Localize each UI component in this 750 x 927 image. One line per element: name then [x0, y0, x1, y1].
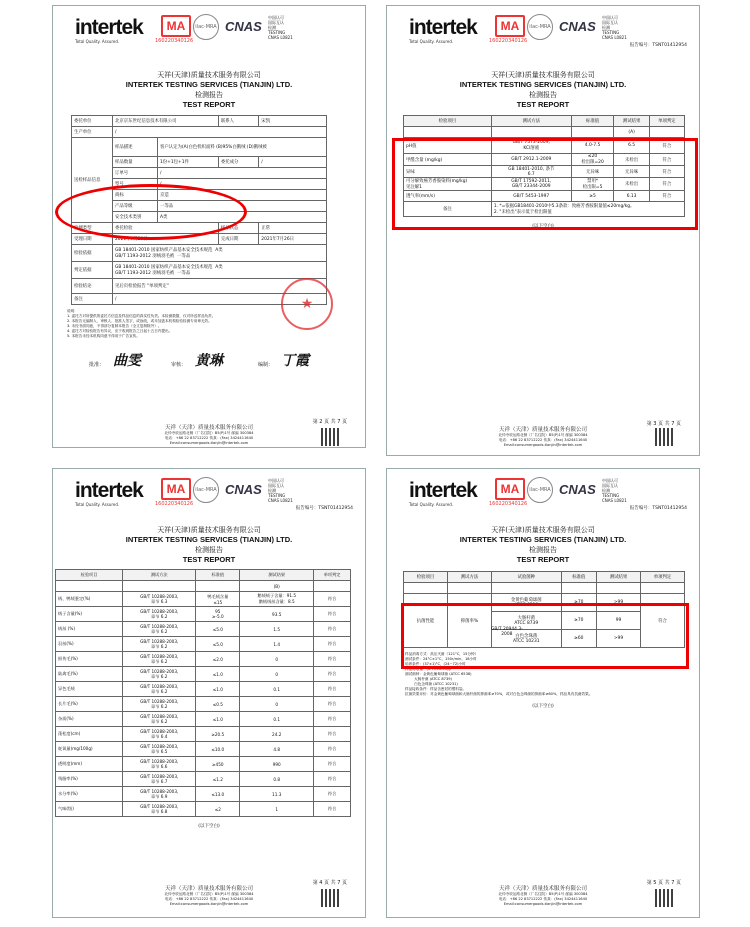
- cnas-logo: CNAS: [559, 482, 596, 497]
- report-page-4: [52, 468, 366, 918]
- ma-number: 160220340126: [489, 501, 528, 507]
- cnas-text: 中国认可 国际互认 检测 TESTING CNAS L0821: [268, 15, 293, 40]
- ilac-seal-icon: ilac-MRA: [193, 477, 219, 503]
- report-title: [53, 70, 365, 110]
- tagline: Total Quality. Assured.: [75, 502, 120, 507]
- notes: 样品消毒方式：高压灭菌（121°C，15分钟） 测试条件：24°C±1°C，150r/min，18小时 培养条件：(37±1)°C，(24~72)小时 样品称取量：(0.75±0.05)g 测试菌种：金黄色葡萄球菌 (ATCC 6538) 大肠杆菌 (ATCC 8739) 白色念珠菌 (ATCC 10231) 样品接收条件：样品含密封的塑料袋。 抗菌效果评价：对金黄色葡萄球菌和大肠杆菌的抑菌率≥70%，或对白色念珠菌的抑菌率≥60%，样品具有抗菌效果。: [405, 652, 593, 696]
- blank-marker: (以下空白): [198, 824, 220, 829]
- report-number: 报告编号：TSNT01412954: [629, 43, 687, 48]
- ma-number: 160220340126: [155, 38, 194, 44]
- cnas-text: 中国认可 国际互认 检测 TESTING CNAS L0821: [602, 478, 627, 503]
- footer: 天祥（天津）质量技术服务有限公司 北仲寺收运路北侧（厂名住院）B5(P)1号 邮编 300384 电话：+86 22 83712222 传真：(Fax) 3424411640 Email:consumergoods.tianjin@intertek.com: [498, 886, 588, 906]
- method-label: GB/T 20944.3- 2008: [491, 627, 523, 637]
- notes: 说明： 1. 委托方对所提供的委托方信息及样品信息的真实性负责。本检测数据，仅对所送样品负责。 2. 本报告无编制人、审核人、批准人签字，或涂改，或未加盖本机构检验检测专用章无效。 3. 未经书面同意，不得部分复制本报告（全文复制除外）。 4. 委托方对检验报告有异议，应于收到报告之日起十五日内提出。 5. 本报告未经本机构同意不得用于广告宣传。: [67, 309, 216, 338]
- title-cn-report: 检测报告: [195, 91, 223, 99]
- cnas-logo: CNAS: [225, 482, 262, 497]
- page-number: 第 3 页 共 7 页: [646, 421, 681, 427]
- report-title: 天祥(天津)质量技术服务有限公司 INTERTEK TESTING SERVICES (TIANJIN) LTD. 检测报告 TEST REPORT: [459, 526, 627, 564]
- qr-code-icon: [321, 889, 339, 907]
- report-number: 报告编号：TSNT01412954: [629, 506, 687, 511]
- results-table-a: 检验项目 测试方法 标准值 测试结果 单项判定 (A) pH值 GB/T 7573-2009, KCl溶液 4.0-7.5 6.5 符合 甲醛含量 (mg/kg) GB/T 2912.1-2009 ≤20 检出限=20 未检出 符合 异味 GB 18401-2010, 条节 6.7 无异味 无异味 符合 可分解致癌芳香胺染料(mg/kg) 见注解1 GB/T 17592-2011, GB/T 23344-2009 禁用* 检出限=5 未检出 符合 透气率(mm/s) GB/T 5453-1997 ≥5 6.13 符合 备注 1. *=依据GB18401-2010中5.3条款：致癌芳香胺限量值≤20mg/kg。 2. "未检出"表示低于检出限值: [403, 115, 685, 217]
- report-header: [53, 469, 365, 513]
- reviewed-signature: 黄琳: [195, 353, 223, 369]
- page-number: 第 2 页 共 7 页: [312, 419, 347, 425]
- qr-code-icon: [655, 428, 673, 446]
- reviewed-label: 审核：: [171, 362, 187, 368]
- page-number: 第 5 页 共 7 页: [646, 880, 681, 886]
- intertek-logo: intertek: [75, 479, 143, 502]
- ma-logo: MA: [495, 478, 525, 500]
- cnas-logo: CNAS: [559, 19, 596, 34]
- report-page-2: [52, 5, 366, 448]
- intertek-logo: intertek: [409, 479, 477, 502]
- tagline: Total Quality. Assured.: [409, 39, 454, 44]
- report-header: [387, 469, 699, 513]
- cnas-logo: CNAS: [225, 19, 262, 34]
- footer: 天祥（天津）质量技术服务有限公司 北仲寺收运路北侧（厂名住院）B5(P)1号 邮编 300384 电话：+86 22 83712222 传真：(Fax) 3424411640 Email:consumergoods.tianjin@intertek.com: [164, 886, 254, 906]
- ilac-seal-icon: ilac-MRA: [527, 14, 553, 40]
- report-header: [53, 6, 365, 50]
- results-table-b: 检验项目 测试方法 标准值 测试结果 单项判定 (B) 绒、鸭绒鉴定(%) GB/T 10288-2003, 章节 6.3 鸭毛绒含量 ≤15 鹅绒绒子含量：91.5 鹅绒绒丝含量：8.5 符合 绒子含量(%) GB/T 10288-2003, 章节 6.2 95 ≥-5.0 93.5 符合 绒丝 (%) GB/T 10288-2003, 章节 6.2 ≤5.0 1.5 符合 羽丝(%) GB/T 10288-2003, 章节 6.2 ≤5.0 1.4 符合 损伤毛(%) GB/T 10288-2003, 章节 6.2 ≤2.0 0 符合 陆禽毛(%) GB/T 10288-2003, 章节 6.2 ≤1.0 0 符合 异色毛绒 GB/T 10288-2003, 章节 6.2 ≤1.0 0.1 符合 长片毛(%) GB/T 10288-2003, 章节 6.2 ≤0.5 0 符合 杂质(%) GB/T 10288-2003, 章节 6.2 ≤1.0 0.1 符合 蓬松度(cm) GB/T 10288-2003, 章节 6.4 ≥20.5 24.2 符合 耗氧量(mg/100g) GB/T 10288-2003, 章节 6.5 ≤10.0 4.8 符合 透明度(mm) GB/T 10288-2003, 章节 6.6 ≥450 990 符合 残脂率(%) GB/T 10288-2003, 章节 6.7 ≤1.2 0.8 符合 水分率(%) GB/T 10288-2003, 章节 6.9 ≤13.0 11.3 符合 气味(级) GB/T 10288-2003, 章节 6.8 ≤2 1 符合: [55, 569, 351, 817]
- footer: 天祥（天津）质量技术服务有限公司 北仲寺收运路北侧（厂名住院）B5(P)1号 邮编 300384 电话：+86 22 83712222 传真：(Fax) 3424411640 Email:consumergoods.tianjin@intertek.com: [498, 427, 588, 447]
- title-cn-company: 天祥(天津)质量技术服务有限公司: [157, 71, 261, 79]
- page-number: 第 4 页 共 7 页: [312, 880, 347, 886]
- red-box-annotation: [401, 603, 689, 669]
- title-en-company: INTERTEK TESTING SERVICES (TIANJIN) LTD.: [125, 80, 293, 89]
- report-page-5: [386, 468, 700, 918]
- report-title: 天祥(天津)质量技术服务有限公司 INTERTEK TESTING SERVICES (TIANJIN) LTD. 检测报告 TEST REPORT: [125, 526, 293, 564]
- ma-logo: MA: [495, 15, 525, 37]
- antibacterial-table: 检验项目 测试方法 试验菌种 标准值 测试结果 单项判定 抗菌性能 抑菌率% 金黄色葡萄球菌 ATCC 6538 ≥70 >99 符合 大肠杆菌 ATCC 8739 ≥70 99 白色念珠菌 ATCC 10231 ≥60 >99: [403, 571, 685, 648]
- blank-marker: (以下空白): [532, 704, 554, 709]
- qr-code-icon: [655, 889, 673, 907]
- red-ellipse-annotation: [55, 184, 247, 240]
- report-header: [387, 6, 699, 50]
- approved-label: 批准：: [89, 362, 105, 368]
- report-number: 报告编号：TSNT01412954: [295, 506, 353, 511]
- title-en-report: TEST REPORT: [182, 100, 236, 109]
- red-box-annotation: [392, 138, 698, 230]
- report-title: 天祥(天津)质量技术服务有限公司 INTERTEK TESTING SERVICES (TIANJIN) LTD. 检测报告 TEST REPORT: [459, 71, 627, 109]
- footer: 天祥（天津）质量技术服务有限公司 北仲寺收运路北侧（厂名住院）B5(P)1号 邮编 300384 电话：+86 22 83712222 传真：(Fax) 3424411640 Email:consumergoods.tianjin@intertek.com: [164, 425, 254, 445]
- intertek-logo: intertek: [409, 16, 477, 39]
- tagline: Total Quality. Assured.: [75, 39, 120, 44]
- cnas-text: 中国认可 国际互认 检测 TESTING CNAS L0821: [602, 15, 627, 40]
- intertek-logo: intertek: [75, 16, 143, 39]
- compiled-signature: 丁霞: [281, 353, 309, 369]
- tagline: Total Quality. Assured.: [409, 502, 454, 507]
- compiled-label: 编制：: [258, 362, 274, 368]
- sample-info-table: 委托单位 北京京东世纪信息技术有限公司 联系人 宋凯 生产单位 / 送检样品信息 样品描述 客户认定为(A)白色机织面料 (B)95%白鹅绒 (D)鹅绒被 样品数量 1份+1包+1件 委托成分 / 订单号 / 型号 / 商标 京造 产品等级 一等品 安全技术类别 A类 检测类型 委托检验 样品状态 正常 受理日期 2021年7月20日 完成日期 2021年7月26日 检验依据 GB 18401-2010 国家纺织产品基本安全技术规范 A类 GB/T 1193-2012 羽绒羽毛被 一等品 判定依据 GB 18401-2010 国家纺织产品基本安全技术规范 A类 GB/T 1193-2012 羽绒羽毛被 一等品 检验结论 见后页检验报告 "单项判定" 备注 /: [71, 115, 327, 305]
- qr-code-icon: [321, 428, 339, 446]
- ma-logo: MA: [161, 478, 191, 500]
- cnas-text: 中国认可 国际互认 检测 TESTING CNAS L0821: [268, 478, 293, 503]
- red-stamp: ★: [281, 278, 333, 330]
- report-page-3: [386, 5, 700, 456]
- approved-signature: 曲雯: [113, 353, 141, 369]
- ma-number: 160220340126: [155, 501, 194, 507]
- ma-number: 160220340126: [489, 38, 528, 44]
- ma-logo: MA: [161, 15, 191, 37]
- ilac-seal-icon: ilac-MRA: [527, 477, 553, 503]
- ilac-seal-icon: ilac-MRA: [193, 14, 219, 40]
- blank-marker: (以下空白): [532, 224, 554, 229]
